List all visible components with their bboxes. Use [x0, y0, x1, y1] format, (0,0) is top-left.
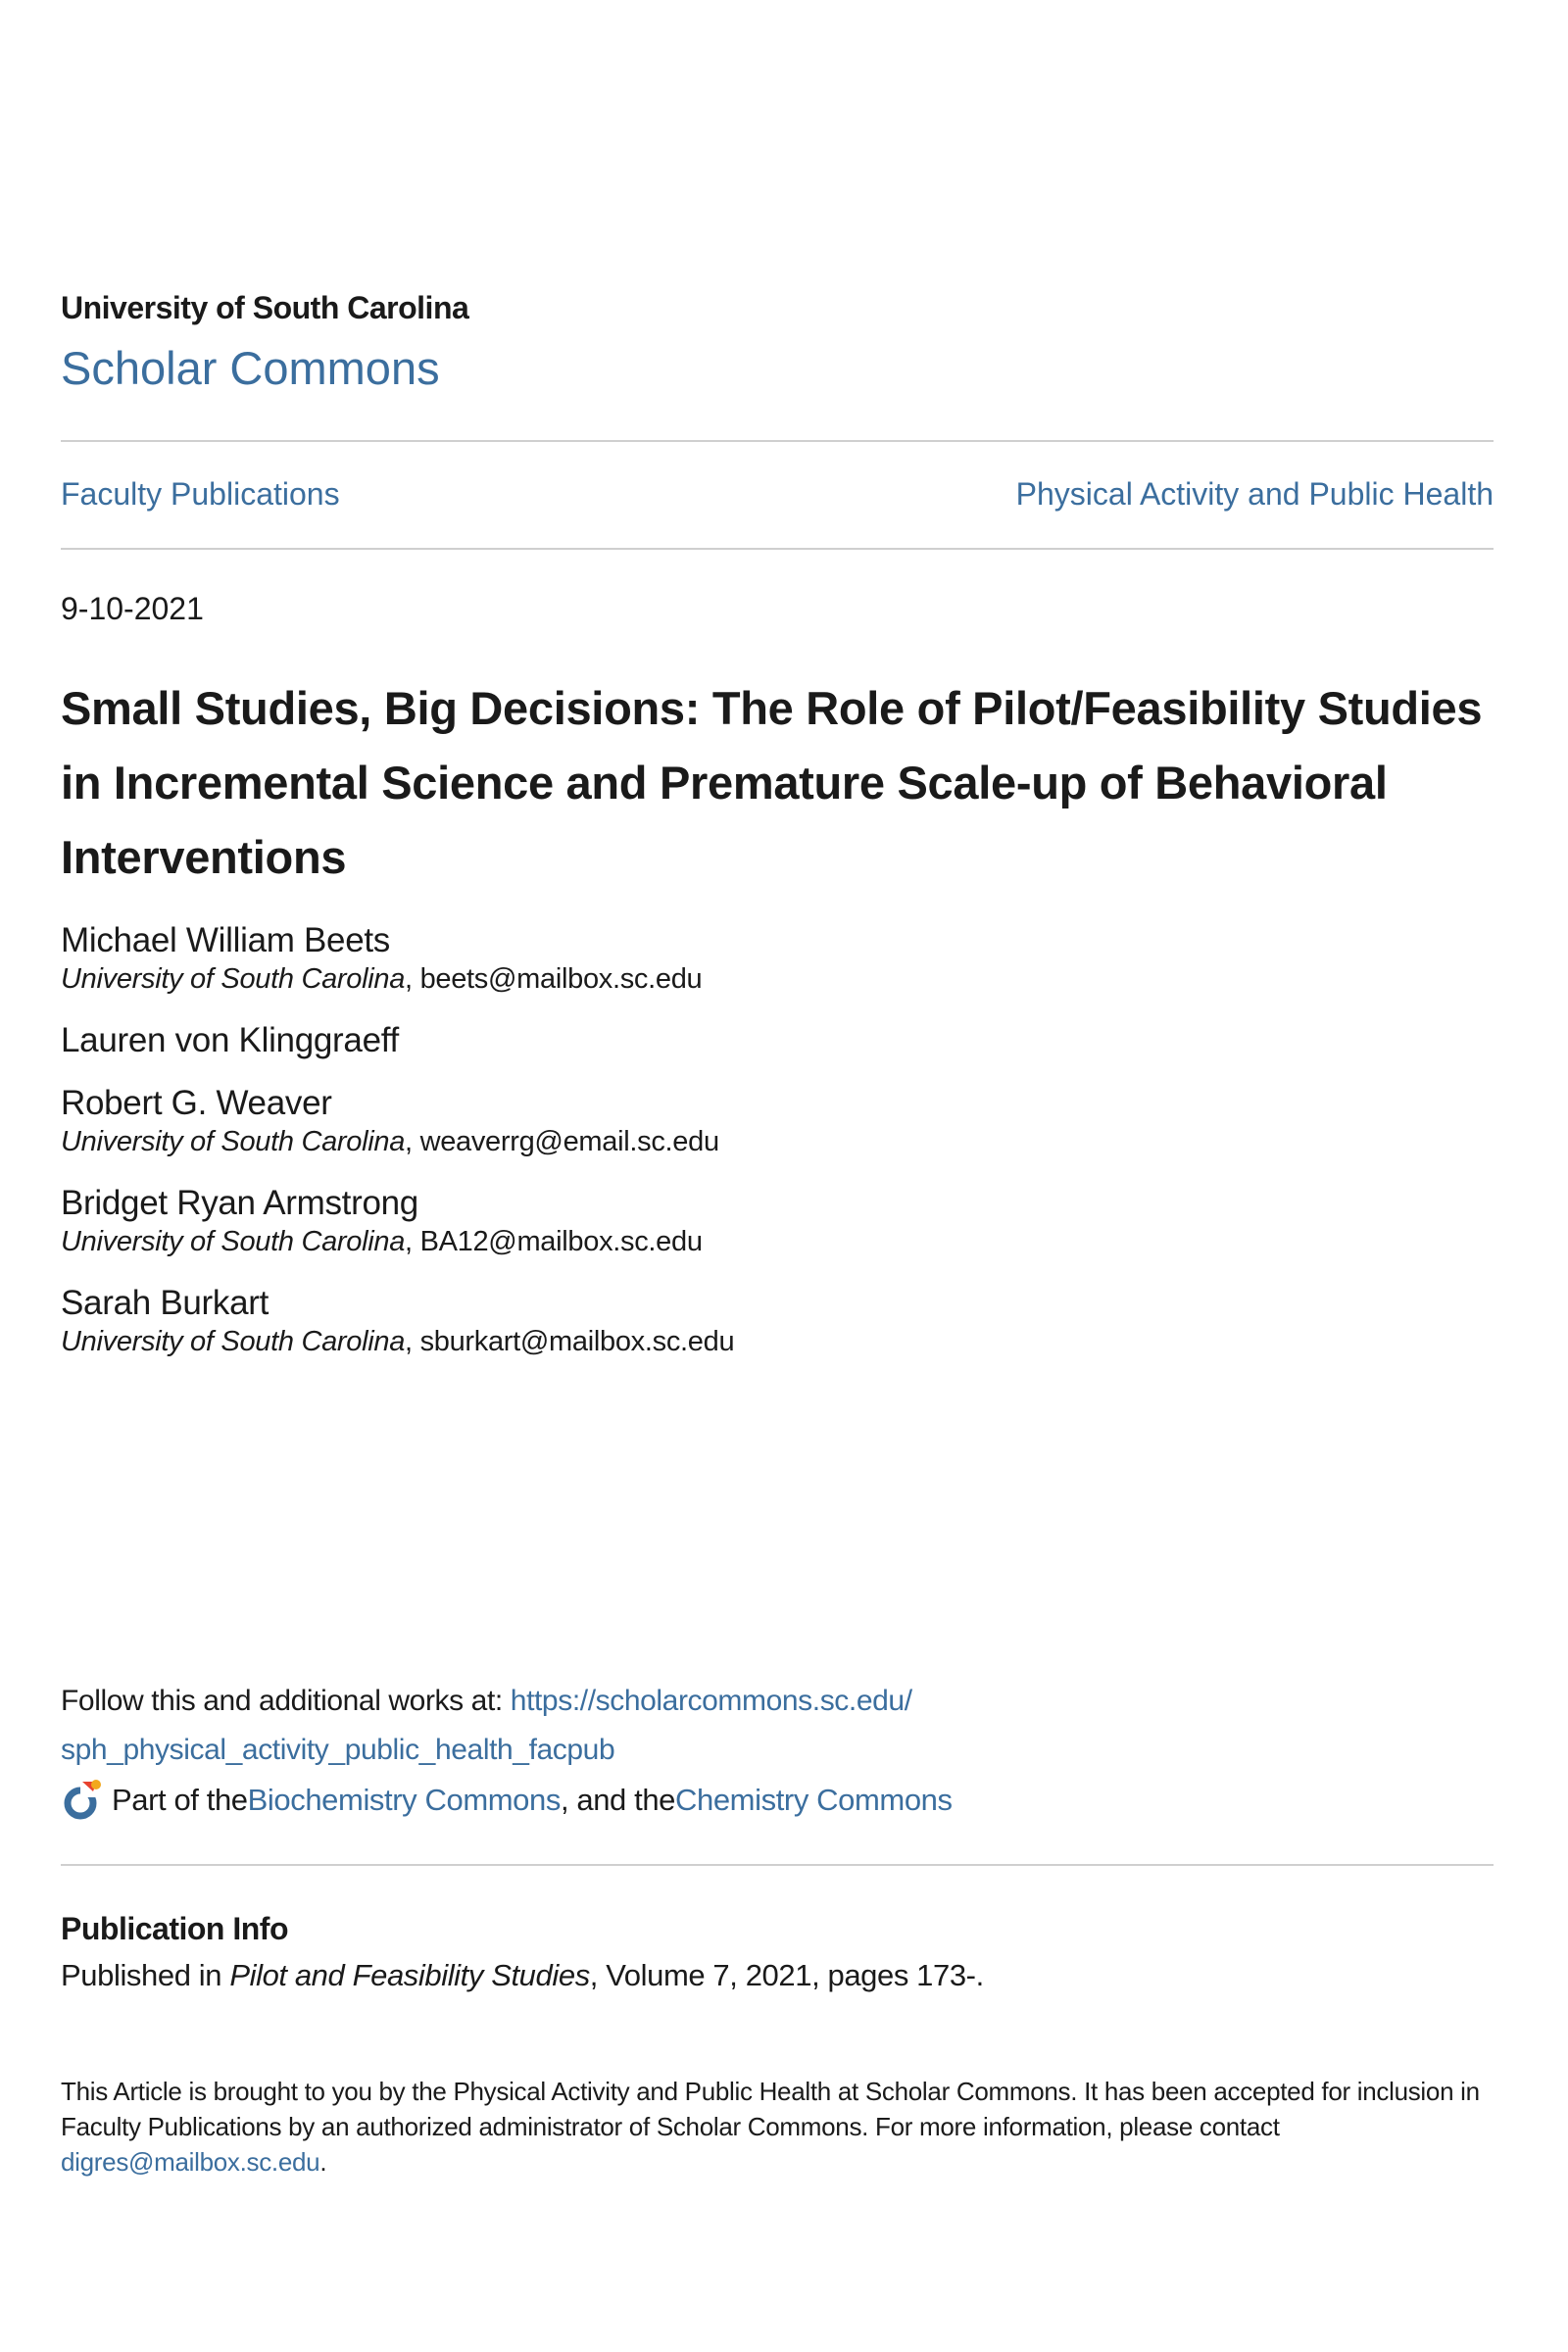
author-name: Michael William Beets	[61, 921, 391, 959]
collection-url-link-continued[interactable]: sph_physical_activity_public_health_facpub	[61, 1734, 615, 1766]
author-email: beets@mailbox.sc.edu	[419, 963, 703, 995]
follow-section	[61, 1677, 1494, 1775]
author-entry	[61, 1184, 1494, 1260]
faculty-publications-link[interactable]: Faculty Publications	[61, 476, 340, 512]
author-email: BA12@mailbox.sc.edu	[419, 1226, 703, 1257]
department-link[interactable]: Physical Activity and Public Health	[1015, 476, 1494, 512]
publication-info	[61, 1958, 1494, 1993]
author-entry	[61, 1021, 1494, 1060]
journal-name: Pilot and Feasibility Studies	[229, 1958, 590, 1992]
part-of-section	[61, 1779, 1494, 1822]
institution-name: University of South Carolina	[61, 290, 469, 325]
affiliation-name: University of South Carolina	[61, 1326, 406, 1357]
contact-email-link[interactable]: digres@mailbox.sc.edu	[61, 2147, 320, 2177]
author-name: Robert G. Weaver	[61, 1084, 332, 1122]
author-list	[61, 921, 1494, 1384]
divider-top	[61, 440, 1494, 442]
part-of-prefix: Part of the	[112, 1783, 248, 1817]
footer-notice	[61, 2074, 1494, 2180]
repository-link[interactable]: Scholar Commons	[61, 342, 440, 394]
author-name: Bridget Ryan Armstrong	[61, 1184, 418, 1222]
author-email: weaverrg@email.sc.edu	[419, 1126, 719, 1157]
part-of-middle: , and the	[560, 1783, 676, 1817]
publication-details: , Volume 7, 2021, pages 173-.	[589, 1958, 984, 1992]
author-entry	[61, 1284, 1494, 1360]
author-affiliation: University of South Carolina, BA12@mailbox.sc.edu	[61, 1226, 703, 1257]
network-commons-icon	[61, 1779, 104, 1822]
author-affiliation: University of South Carolina, beets@mailbox.sc.edu	[61, 963, 703, 995]
footer-end: .	[319, 2147, 327, 2177]
divider-bottom	[61, 1864, 1494, 1866]
series-bar	[61, 476, 1494, 513]
publication-info-heading: Publication Info	[61, 1911, 288, 1946]
affiliation-name: University of South Carolina	[61, 1226, 406, 1257]
author-name: Lauren von Klinggraeff	[61, 1021, 399, 1059]
affiliation-name: University of South Carolina	[61, 1126, 406, 1157]
author-email: sburkart@mailbox.sc.edu	[419, 1326, 735, 1357]
divider-series	[61, 548, 1494, 550]
follow-prefix: Follow this and additional works at:	[61, 1685, 511, 1717]
collection-url-link[interactable]: https://scholarcommons.sc.edu/	[510, 1685, 912, 1717]
publication-prefix: Published in	[61, 1958, 230, 1992]
affiliation-name: University of South Carolina	[61, 963, 406, 995]
article-title: Small Studies, Big Decisions: The Role of Pilot/Feasibility Studies in Incremental Science and Premature Scale-up of Behavioral Interventions	[61, 682, 1483, 883]
author-entry	[61, 921, 1494, 998]
publication-date: 9-10-2021	[61, 591, 204, 626]
author-affiliation: University of South Carolina, sburkart@mailbox.sc.edu	[61, 1326, 735, 1357]
author-entry	[61, 1084, 1494, 1160]
biochemistry-commons-link[interactable]: Biochemistry Commons	[247, 1783, 561, 1817]
author-affiliation: University of South Carolina, weaverrg@email.sc.edu	[61, 1126, 719, 1157]
author-name: Sarah Burkart	[61, 1284, 270, 1322]
footer-text: This Article is brought to you by the Physical Activity and Public Health at Scholar Commons. It has been accepted for inclusion in Faculty Publications by an authorized administrator of Scholar Commons. For more information, please contact	[61, 2077, 1480, 2141]
chemistry-commons-link[interactable]: Chemistry Commons	[675, 1783, 953, 1817]
